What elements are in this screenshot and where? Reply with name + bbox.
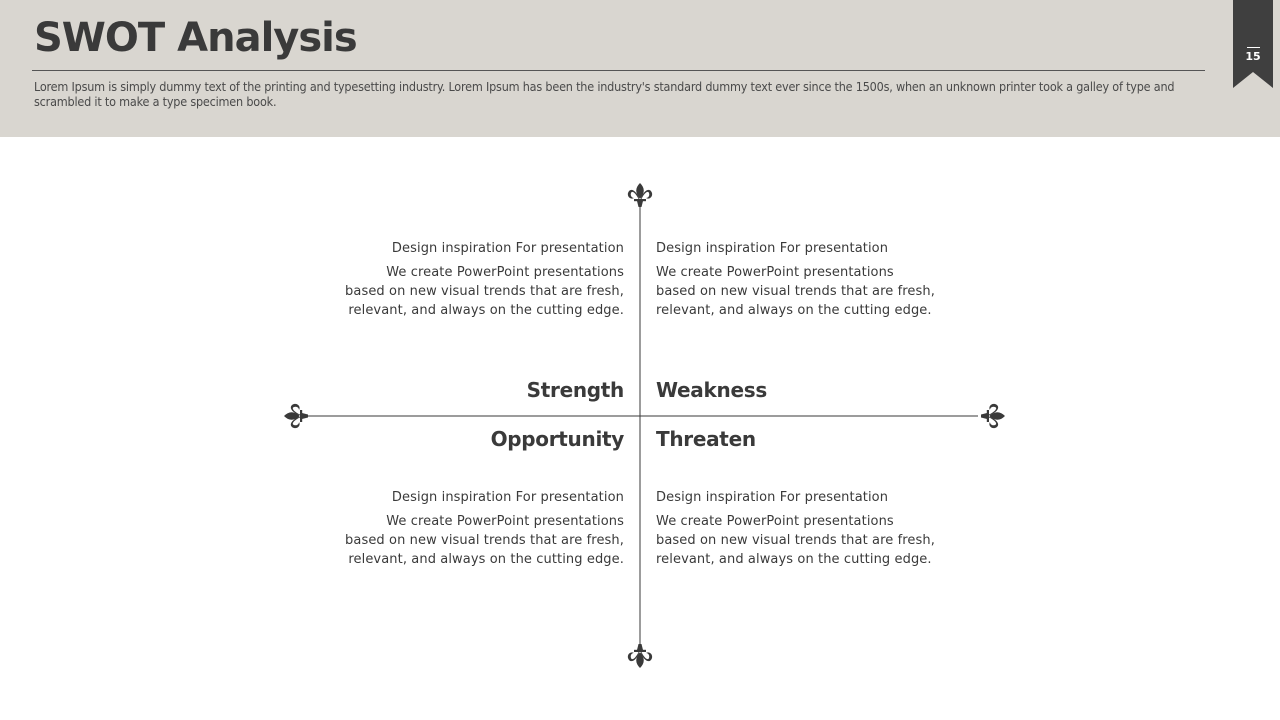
- weakness-label: Weakness: [656, 378, 767, 402]
- threaten-heading: Design inspiration For presentation: [656, 490, 889, 505]
- strength-text-block: [324, 240, 624, 320]
- page-number: 15: [1245, 50, 1261, 63]
- opportunity-body: We create PowerPoint presentations based on new visual trends that are fresh, relevant, and always on the cutting edge.: [345, 514, 624, 567]
- opportunity-heading: Design inspiration For presentation: [391, 490, 624, 505]
- strength-body: We create PowerPoint presentations based on new visual trends that are fresh, relevant, and always on the cutting edge.: [345, 265, 624, 318]
- fleur-de-lis-icon: [284, 404, 308, 428]
- weakness-body: We create PowerPoint presentations based on new visual trends that are fresh, relevant, and always on the cutting edge.: [656, 265, 935, 318]
- opportunity-text-block: [324, 489, 624, 569]
- threaten-body: We create PowerPoint presentations based on new visual trends that are fresh, relevant, and always on the cutting edge.: [656, 514, 935, 567]
- opportunity-label: Opportunity: [490, 427, 624, 451]
- page-title: SWOT Analysis: [34, 15, 357, 61]
- weakness-heading: Design inspiration For presentation: [656, 241, 889, 256]
- fleur-de-lis-icon: [628, 183, 652, 207]
- fleur-de-lis-icon: [981, 404, 1005, 428]
- fleur-de-lis-icon: [628, 644, 652, 668]
- weakness-text-block: [656, 240, 956, 320]
- page-subtitle: Lorem Ipsum is simply dummy text of the printing and typesetting industry. Lorem Ipsum has been the industry's standard dummy text ever since the 1500s, when an unknown printer took a galley of type and scrambled it to make a type specimen book.: [34, 79, 1175, 109]
- strength-heading: Design inspiration For presentation: [391, 241, 624, 256]
- strength-label: Strength: [526, 378, 624, 402]
- threaten-text-block: [656, 489, 956, 569]
- threaten-label: Threaten: [656, 427, 756, 451]
